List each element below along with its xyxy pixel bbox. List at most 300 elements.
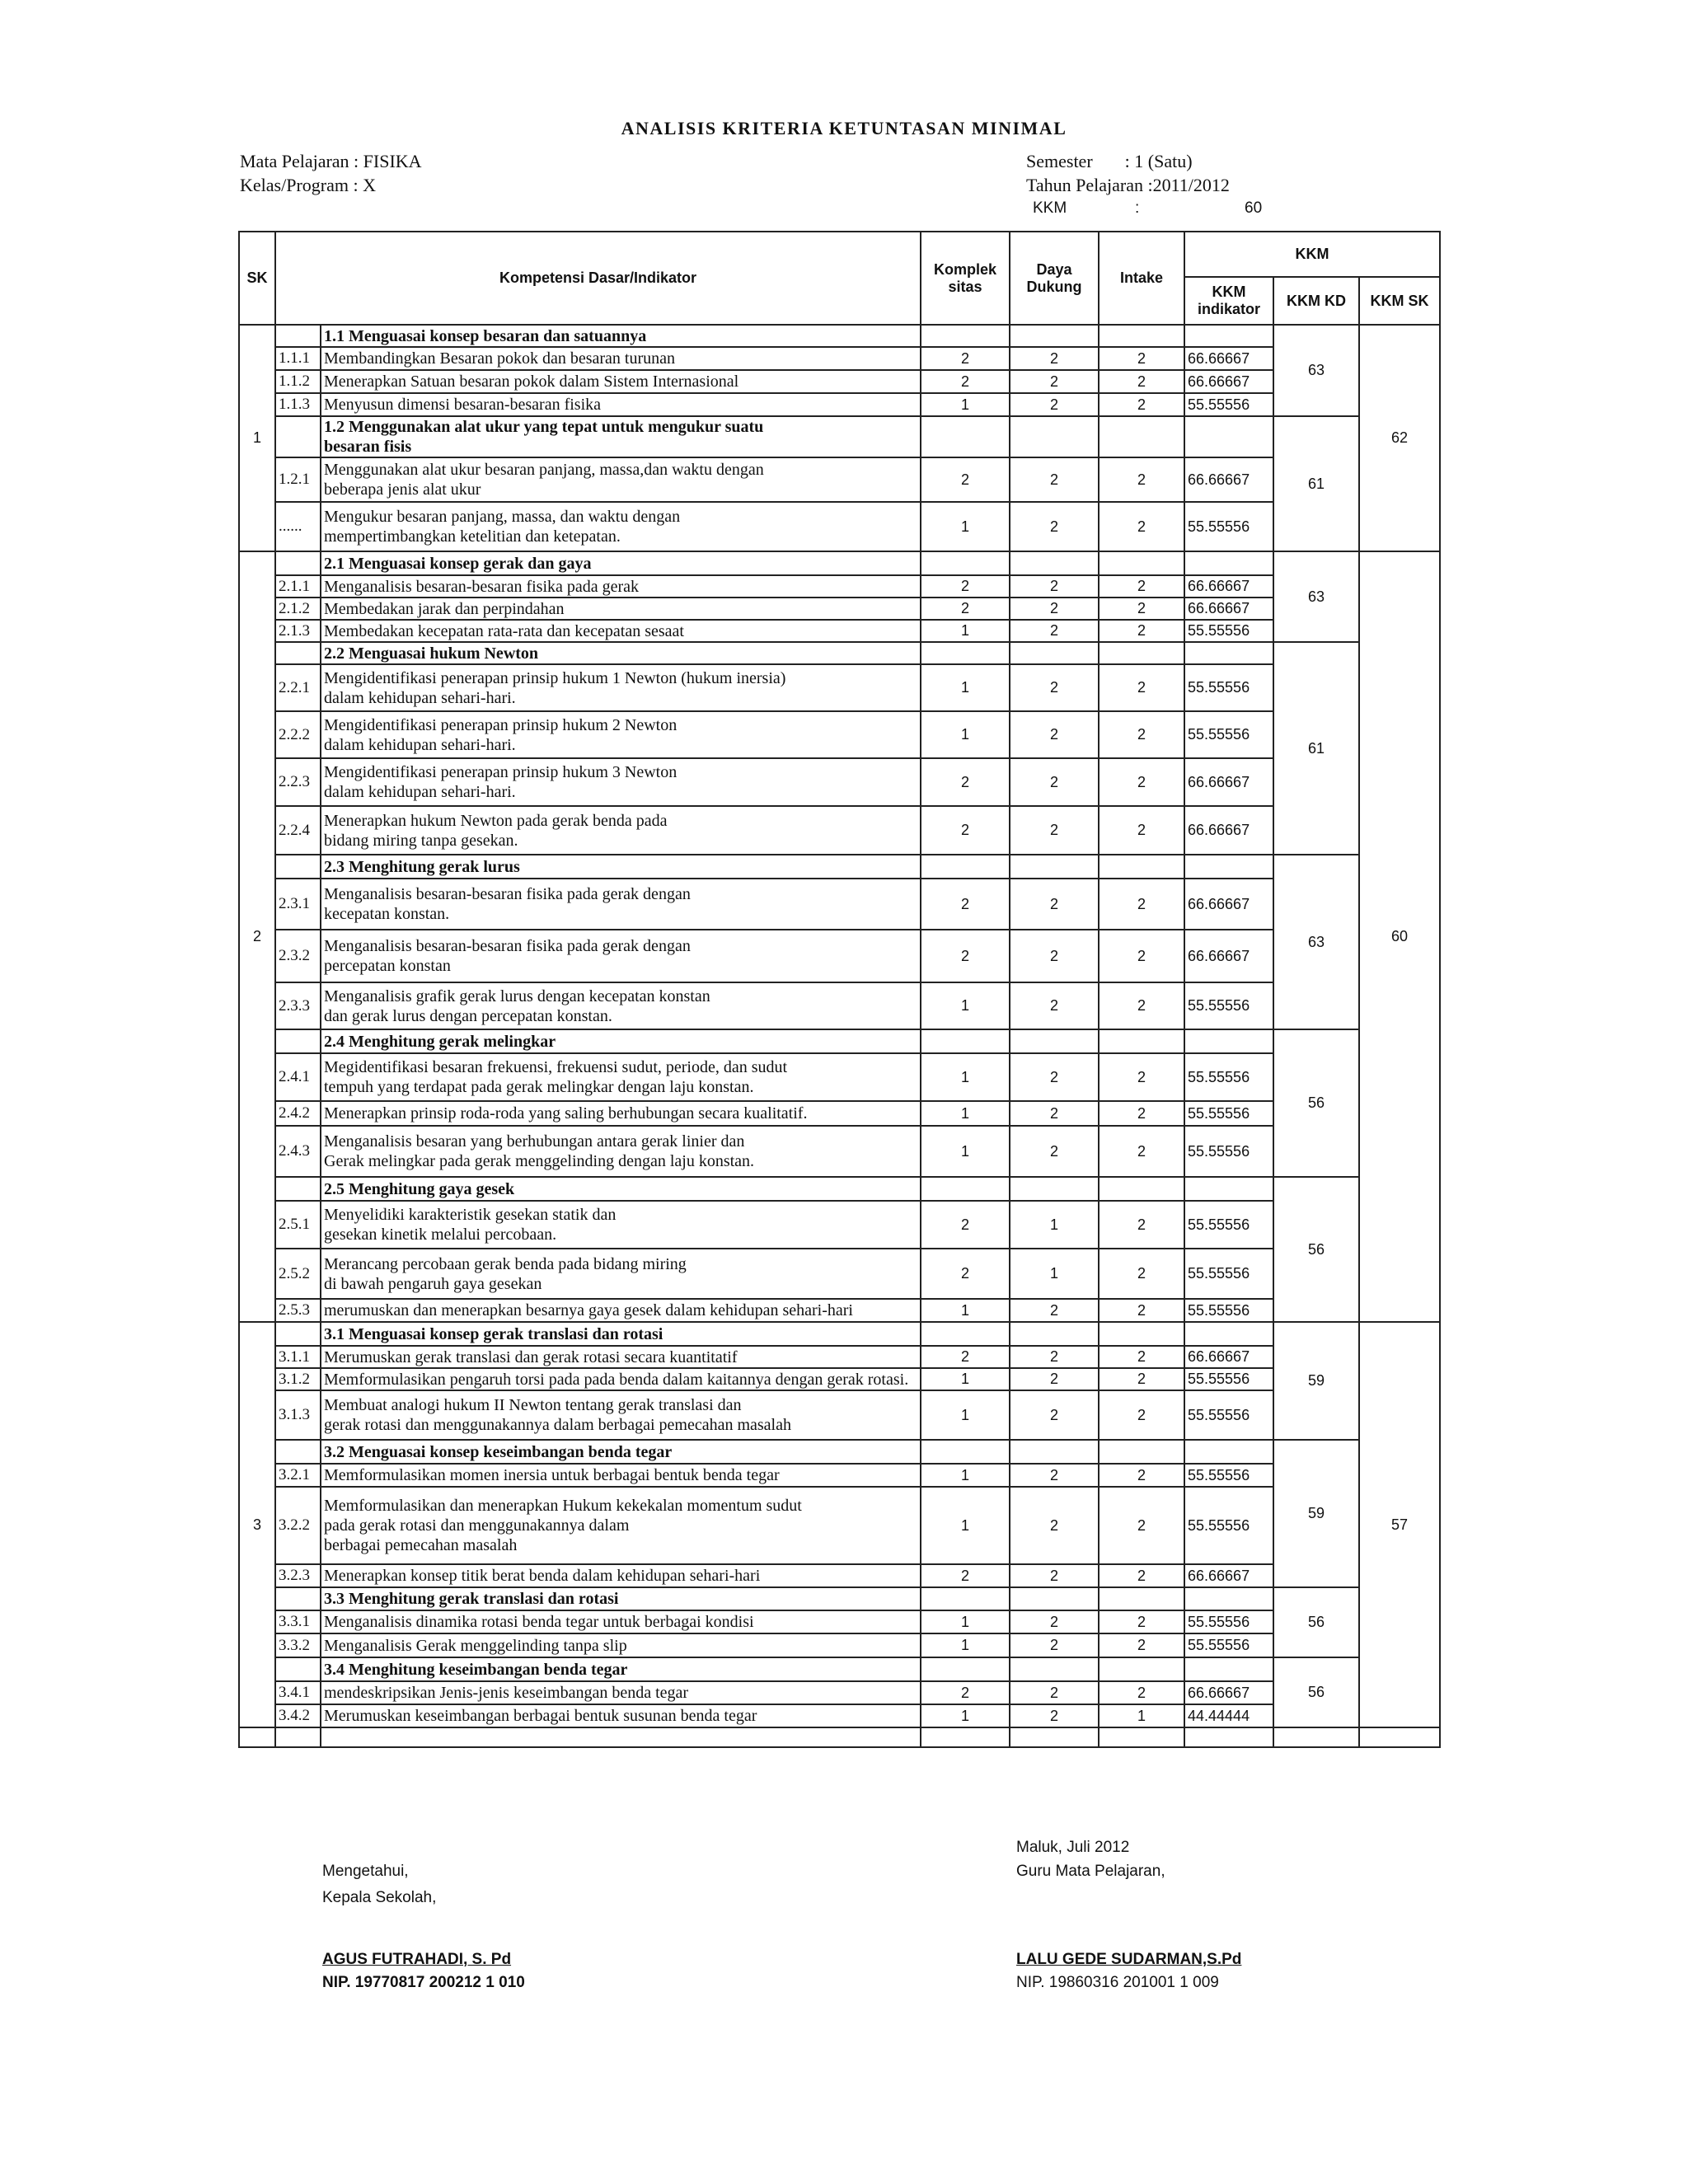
subheading-row (239, 1177, 1440, 1201)
kompleksitas-value: 1 (921, 1053, 1010, 1101)
text-line: Mengukur besaran panjang, massa, dan waktu dengan (324, 508, 681, 526)
kkm-indikator-value: 55.55556 (1184, 1053, 1273, 1101)
table-row (239, 393, 1440, 416)
table-row (239, 1346, 1440, 1368)
kompleksitas-value: 2 (921, 806, 1010, 855)
kkm-indikator-value: 66.66667 (1184, 758, 1273, 806)
indicator-number: ...... (275, 502, 321, 551)
subheading-row (239, 855, 1440, 879)
text-line: 2.1 Menguasai konsep gerak dan gaya (324, 554, 592, 573)
indicator-number: 2.5.2 (275, 1249, 321, 1299)
kompleksitas-value: 2 (921, 457, 1010, 502)
indicator-text (321, 1633, 921, 1657)
table-row (239, 598, 1440, 620)
intake-value (1099, 855, 1184, 879)
kkm-indikator-value: 44.44444 (1184, 1704, 1273, 1727)
table-row (239, 1681, 1440, 1704)
daya-dukung-value: 2 (1010, 806, 1099, 855)
kkm-indikator-value: 66.66667 (1184, 598, 1273, 620)
table-row (239, 879, 1440, 930)
indicator-text (321, 1201, 921, 1249)
kkm-indikator-value: 55.55556 (1184, 1610, 1273, 1633)
table-row (239, 347, 1440, 370)
text-line: Menerapkan prinsip roda-roda yang saling berhubungan secara kualitatif. (324, 1104, 808, 1122)
kompleksitas-value: 2 (921, 575, 1010, 598)
text-line: mempertimbangkan ketelitian dan ketepatan. (324, 527, 621, 546)
kkm-sk-value: 62 (1359, 325, 1440, 551)
semester-label: Semester (1026, 151, 1093, 171)
empty-cell (1184, 1727, 1273, 1747)
text-line: bidang miring tanpa gesekan. (324, 831, 518, 850)
text-line: besaran fisis (324, 438, 412, 456)
intake-value: 2 (1099, 711, 1184, 758)
intake-value: 2 (1099, 1390, 1184, 1440)
text-line: Merumuskan keseimbangan berbagai bentuk susunan benda tegar (324, 1707, 757, 1725)
header-kompetensi: Kompetensi Dasar/Indikator (275, 232, 921, 325)
indicator-text (321, 1053, 921, 1101)
kd-heading (321, 1177, 921, 1201)
table-row (239, 1368, 1440, 1390)
intake-value: 2 (1099, 370, 1184, 393)
intake-value: 2 (1099, 393, 1184, 416)
daya-dukung-value: 2 (1010, 664, 1099, 711)
indicator-text (321, 393, 921, 416)
indicator-number: 2.1.2 (275, 598, 321, 620)
intake-value: 2 (1099, 1487, 1184, 1564)
header-kkm-kd: KKM KD (1273, 277, 1359, 325)
kompleksitas-value (921, 1657, 1010, 1681)
kompleksitas-value: 2 (921, 758, 1010, 806)
kd-heading (321, 1657, 921, 1681)
intake-value: 2 (1099, 1299, 1184, 1322)
kkm-kd-value: 61 (1273, 642, 1359, 855)
daya-dukung-value (1010, 1029, 1099, 1053)
indicator-text (321, 347, 921, 370)
indicator-number: 3.3.1 (275, 1610, 321, 1633)
kkm-table (238, 231, 1441, 1748)
table-row (239, 1633, 1440, 1657)
intake-value: 1 (1099, 1704, 1184, 1727)
kompleksitas-value: 1 (921, 1704, 1010, 1727)
text-line: 2.3 Menghitung gerak lurus (324, 857, 520, 876)
intake-value: 2 (1099, 1249, 1184, 1299)
header-kompleksitas: Komplek sitas (921, 232, 1010, 325)
daya-dukung-value (1010, 551, 1099, 575)
kompleksitas-value: 1 (921, 393, 1010, 416)
text-line: Memformulasikan pengaruh torsi pada pada benda dalam kaitannya dengan gerak rotasi. (324, 1370, 909, 1389)
intake-value (1099, 1440, 1184, 1464)
kompleksitas-value (921, 1322, 1010, 1346)
text-line: Merumuskan gerak translasi dan gerak rotasi secara kuantitatif (324, 1347, 738, 1366)
intake-value: 2 (1099, 457, 1184, 502)
kompleksitas-value: 1 (921, 1390, 1010, 1440)
kd-heading (321, 642, 921, 664)
indicator-number: 3.2.2 (275, 1487, 321, 1564)
daya-dukung-value: 2 (1010, 1390, 1099, 1440)
kkm-value: 60 (1245, 199, 1263, 217)
kompleksitas-value (921, 325, 1010, 347)
kd-heading (321, 1440, 921, 1464)
indicator-number (275, 642, 321, 664)
indicator-text (321, 806, 921, 855)
text-line: kecepatan konstan. (324, 905, 450, 923)
indicator-text (321, 502, 921, 551)
indicator-number: 1.1.2 (275, 370, 321, 393)
empty-cell (239, 1727, 275, 1747)
indicator-text (321, 1564, 921, 1587)
indicator-number: 2.2.2 (275, 711, 321, 758)
text-line: Menganalisis besaran-besaran fisika pada gerak dengan (324, 885, 691, 903)
kkm-kd-value: 56 (1273, 1029, 1359, 1177)
text-line: merumuskan dan menerapkan besarnya gaya gesek dalam kehidupan sehari-hari (324, 1301, 853, 1319)
kompleksitas-value: 1 (921, 1487, 1010, 1564)
kompleksitas-value: 2 (921, 930, 1010, 982)
kompleksitas-value: 1 (921, 711, 1010, 758)
intake-value (1099, 1587, 1184, 1610)
place-date: Maluk, Juli 2012 (1016, 1839, 1130, 1856)
table-row (239, 457, 1440, 502)
daya-dukung-value: 2 (1010, 930, 1099, 982)
daya-dukung-value (1010, 1177, 1099, 1201)
kompleksitas-value: 1 (921, 620, 1010, 642)
kkm-indikator-value (1184, 1029, 1273, 1053)
text-line: Membandingkan Besaran pokok dan besaran turunan (324, 349, 675, 368)
subheading-row (239, 1322, 1440, 1346)
text-line: 1.1 Menguasai konsep besaran dan satuannya (324, 326, 647, 345)
text-line: 2.2 Menguasai hukum Newton (324, 644, 539, 663)
kkm-indikator-value: 55.55556 (1184, 664, 1273, 711)
indicator-number: 2.5.1 (275, 1201, 321, 1249)
intake-value: 2 (1099, 1368, 1184, 1390)
text-line: Membedakan kecepatan rata-rata dan kecepatan sesaat (324, 621, 684, 640)
mata-pelajaran: Mata Pelajaran : FISIKA (240, 151, 422, 171)
indicator-number: 2.2.4 (275, 806, 321, 855)
kkm-indikator-value: 55.55556 (1184, 1126, 1273, 1177)
kkm-indikator-value (1184, 855, 1273, 879)
table-row (239, 1487, 1440, 1564)
indicator-number: 3.2.1 (275, 1464, 321, 1487)
daya-dukung-value: 2 (1010, 1487, 1099, 1564)
indicator-number: 2.4.3 (275, 1126, 321, 1177)
indicator-number: 2.1.1 (275, 575, 321, 598)
kkm-indikator-value (1184, 1177, 1273, 1201)
daya-dukung-value: 2 (1010, 457, 1099, 502)
text-line: 1.2 Menggunakan alat ukur yang tepat untuk mengukur suatu (324, 418, 764, 436)
kkm-kd-value: 59 (1273, 1440, 1359, 1587)
kkm-sk-value: 60 (1359, 551, 1440, 1322)
subheading-row (239, 416, 1440, 457)
kkm-indikator-value: 66.66667 (1184, 879, 1273, 930)
daya-dukung-value (1010, 1657, 1099, 1681)
indicator-text (321, 879, 921, 930)
header-daya-dukung: Daya Dukung (1010, 232, 1099, 325)
kd-heading (321, 1029, 921, 1053)
intake-value: 2 (1099, 1633, 1184, 1657)
empty-cell (321, 1727, 921, 1747)
indicator-number (275, 325, 321, 347)
kkm-kd-value: 61 (1273, 416, 1359, 551)
sk-number: 2 (239, 551, 275, 1322)
text-line: gesekan kinetik melalui percobaan. (324, 1226, 557, 1244)
indicator-text (321, 1299, 921, 1322)
daya-dukung-value: 2 (1010, 620, 1099, 642)
kkm-indikator-value: 66.66667 (1184, 1346, 1273, 1368)
kompleksitas-value: 1 (921, 1633, 1010, 1657)
daya-dukung-value: 2 (1010, 1346, 1099, 1368)
text-line: Mengidentifikasi penerapan prinsip hukum 3 Newton (324, 763, 678, 781)
text-line: mendeskripsikan Jenis-jenis keseimbangan benda tegar (324, 1684, 689, 1702)
kkm-indikator-value: 55.55556 (1184, 982, 1273, 1029)
text-line: Menganalisis grafik gerak lurus dengan kecepatan konstan (324, 987, 710, 1005)
text-line: 3.3 Menghitung gerak translasi dan rotasi (324, 1590, 619, 1608)
indicator-text (321, 1390, 921, 1440)
kompleksitas-value: 1 (921, 982, 1010, 1029)
text-line: beberapa jenis alat ukur (324, 480, 481, 499)
intake-value: 2 (1099, 1564, 1184, 1587)
table-row (239, 1053, 1440, 1101)
empty-cell (275, 1727, 321, 1747)
document-title: ANALISIS KRITERIA KETUNTASAN MINIMAL (621, 118, 1067, 138)
indicator-number (275, 1177, 321, 1201)
daya-dukung-value (1010, 1587, 1099, 1610)
daya-dukung-value (1010, 1440, 1099, 1464)
kkm-indikator-value: 66.66667 (1184, 575, 1273, 598)
daya-dukung-value (1010, 416, 1099, 457)
text-line: 2.5 Menghitung gaya gesek (324, 1179, 515, 1198)
indicator-number (275, 1322, 321, 1346)
indicator-text (321, 457, 921, 502)
indicator-number (275, 1587, 321, 1610)
text-line: Menyelidiki karakteristik gesekan statik dan (324, 1206, 617, 1224)
intake-value: 2 (1099, 620, 1184, 642)
text-line: dalam kehidupan sehari-hari. (324, 735, 516, 754)
tahun-pelajaran: Tahun Pelajaran :2011/2012 (1026, 175, 1230, 195)
indicator-number: 3.2.3 (275, 1564, 321, 1587)
daya-dukung-value: 2 (1010, 598, 1099, 620)
intake-value: 2 (1099, 502, 1184, 551)
table-row (239, 1610, 1440, 1633)
kepala-nip: NIP. 19770817 200212 1 010 (322, 1974, 525, 1991)
kkm-indikator-value (1184, 416, 1273, 457)
kkm-indikator-value: 55.55556 (1184, 620, 1273, 642)
subheading-row (239, 1587, 1440, 1610)
kkm-indikator-value: 66.66667 (1184, 1564, 1273, 1587)
kkm-indikator-value (1184, 1440, 1273, 1464)
intake-value: 2 (1099, 1681, 1184, 1704)
indicator-number (275, 1657, 321, 1681)
daya-dukung-value (1010, 642, 1099, 664)
daya-dukung-value: 2 (1010, 1610, 1099, 1633)
table-row (239, 1201, 1440, 1249)
kkm-indikator-value: 55.55556 (1184, 711, 1273, 758)
indicator-text (321, 1346, 921, 1368)
indicator-text (321, 370, 921, 393)
daya-dukung-value: 2 (1010, 1704, 1099, 1727)
kompleksitas-value (921, 642, 1010, 664)
empty-cell (1273, 1727, 1359, 1747)
text-line: gerak rotasi dan menggunakannya dalam berbagai pemecahan masalah (324, 1416, 791, 1434)
semester-value: : 1 (Satu) (1124, 151, 1193, 171)
guru-nip: NIP. 19860316 201001 1 009 (1016, 1974, 1219, 1991)
daya-dukung-value: 2 (1010, 347, 1099, 370)
kompleksitas-value (921, 1587, 1010, 1610)
daya-dukung-value: 2 (1010, 502, 1099, 551)
table-row (239, 502, 1440, 551)
text-line: Menerapkan Satuan besaran pokok dalam Sistem Internasional (324, 373, 739, 391)
intake-value (1099, 551, 1184, 575)
subheading-row (239, 1440, 1440, 1464)
kkm-indikator-value: 66.66667 (1184, 1681, 1273, 1704)
daya-dukung-value: 2 (1010, 1368, 1099, 1390)
subheading-row (239, 325, 1440, 347)
indicator-number: 2.2.3 (275, 758, 321, 806)
table-row (239, 711, 1440, 758)
kkm-kd-value: 63 (1273, 325, 1359, 416)
indicator-number (275, 416, 321, 457)
indicator-number: 2.3.2 (275, 930, 321, 982)
indicator-number: 3.1.3 (275, 1390, 321, 1440)
indicator-number: 2.2.1 (275, 664, 321, 711)
kepala-title: Kepala Sekolah, (322, 1889, 437, 1906)
table-row (239, 1704, 1440, 1727)
intake-value: 2 (1099, 664, 1184, 711)
indicator-text (321, 575, 921, 598)
kkm-indikator-value: 55.55556 (1184, 1390, 1273, 1440)
sk-number: 3 (239, 1322, 275, 1727)
text-line: Memformulasikan dan menerapkan Hukum kekekalan momentum sudut (324, 1497, 802, 1515)
text-line: Menyusun dimensi besaran-besaran fisika (324, 396, 602, 414)
text-line: 3.1 Menguasai konsep gerak translasi dan rotasi (324, 1324, 663, 1343)
kkm-kd-value: 59 (1273, 1322, 1359, 1440)
indicator-number: 2.3.1 (275, 879, 321, 930)
table-row (239, 806, 1440, 855)
text-line: Menggunakan alat ukur besaran panjang, massa,dan waktu dengan (324, 461, 764, 479)
daya-dukung-value: 2 (1010, 1681, 1099, 1704)
text-line: Gerak melingkar pada gerak menggelinding dengan laju konstan. (324, 1152, 755, 1170)
text-line: Menerapkan konsep titik berat benda dalam kehidupan sehari-hari (324, 1567, 761, 1585)
kompleksitas-value (921, 855, 1010, 879)
text-line: Megidentifikasi besaran frekuensi, frekuensi sudut, periode, dan sudut (324, 1058, 788, 1076)
kkm-indikator-value: 55.55556 (1184, 502, 1273, 551)
table-row (239, 1464, 1440, 1487)
text-line: 3.4 Menghitung keseimbangan benda tegar (324, 1660, 628, 1679)
text-line: 3.2 Menguasai konsep keseimbangan benda tegar (324, 1442, 673, 1461)
kompleksitas-value: 1 (921, 664, 1010, 711)
daya-dukung-value: 2 (1010, 1564, 1099, 1587)
indicator-text (321, 711, 921, 758)
intake-value: 2 (1099, 1464, 1184, 1487)
indicator-number: 1.2.1 (275, 457, 321, 502)
text-line: Menganalisis dinamika rotasi benda tegar untuk berbagai kondisi (324, 1613, 754, 1631)
kompleksitas-value: 1 (921, 1101, 1010, 1126)
empty-row (239, 1727, 1440, 1747)
intake-value (1099, 1657, 1184, 1681)
daya-dukung-value: 2 (1010, 1299, 1099, 1322)
kompleksitas-value: 1 (921, 1299, 1010, 1322)
indicator-number: 3.4.2 (275, 1704, 321, 1727)
kompleksitas-value: 1 (921, 502, 1010, 551)
kd-heading (321, 325, 921, 347)
kkm-separator: : (1135, 199, 1140, 217)
indicator-number: 1.1.1 (275, 347, 321, 370)
daya-dukung-value: 2 (1010, 879, 1099, 930)
kompleksitas-value: 2 (921, 1564, 1010, 1587)
kompleksitas-value (921, 1029, 1010, 1053)
daya-dukung-value: 2 (1010, 1053, 1099, 1101)
indicator-text (321, 664, 921, 711)
table-row (239, 1299, 1440, 1322)
text-line: percepatan konstan (324, 957, 451, 975)
table-row (239, 930, 1440, 982)
kelas-program: Kelas/Program : X (240, 175, 376, 195)
intake-value: 2 (1099, 1610, 1184, 1633)
header-sk: SK (239, 232, 275, 325)
semester-line (1026, 151, 1193, 172)
kkm-sk-value: 57 (1359, 1322, 1440, 1727)
intake-value: 2 (1099, 758, 1184, 806)
daya-dukung-value: 2 (1010, 1633, 1099, 1657)
kompleksitas-value: 2 (921, 879, 1010, 930)
table-row (239, 1101, 1440, 1126)
kkm-indikator-value: 55.55556 (1184, 1487, 1273, 1564)
kkm-indikator-value: 66.66667 (1184, 347, 1273, 370)
indicator-number: 2.5.3 (275, 1299, 321, 1322)
table-row (239, 982, 1440, 1029)
intake-value: 2 (1099, 806, 1184, 855)
empty-cell (1010, 1727, 1099, 1747)
daya-dukung-value: 2 (1010, 1101, 1099, 1126)
daya-dukung-value: 2 (1010, 982, 1099, 1029)
indicator-number: 3.1.2 (275, 1368, 321, 1390)
header-kkm-sk: KKM SK (1359, 277, 1440, 325)
intake-value: 2 (1099, 982, 1184, 1029)
table-row (239, 620, 1440, 642)
kkm-indikator-value: 66.66667 (1184, 930, 1273, 982)
text-line: Membedakan jarak dan perpindahan (324, 599, 565, 618)
indicator-text (321, 1681, 921, 1704)
kkm-indikator-value (1184, 642, 1273, 664)
table-row (239, 370, 1440, 393)
kompleksitas-value: 2 (921, 598, 1010, 620)
kompleksitas-value: 1 (921, 1368, 1010, 1390)
kkm-kd-value: 56 (1273, 1657, 1359, 1727)
indicator-number: 2.3.3 (275, 982, 321, 1029)
text-line: tempuh yang terdapat pada gerak melingkar dengan laju konstan. (324, 1078, 754, 1096)
header-kkm-indikator: KKM indikator (1184, 277, 1273, 325)
kompleksitas-value: 1 (921, 1464, 1010, 1487)
table-row (239, 664, 1440, 711)
intake-value: 2 (1099, 1201, 1184, 1249)
kkm-kd-value: 63 (1273, 855, 1359, 1029)
kompleksitas-value: 1 (921, 1126, 1010, 1177)
intake-value (1099, 1177, 1184, 1201)
indicator-text (321, 1368, 921, 1390)
text-line: Menganalisis besaran-besaran fisika pada gerak (324, 577, 640, 596)
indicator-text (321, 1487, 921, 1564)
intake-value: 2 (1099, 1101, 1184, 1126)
intake-value: 2 (1099, 347, 1184, 370)
kkm-indikator-value: 55.55556 (1184, 1201, 1273, 1249)
empty-cell (921, 1727, 1010, 1747)
daya-dukung-value: 2 (1010, 575, 1099, 598)
intake-value: 2 (1099, 879, 1184, 930)
text-line: Membuat analogi hukum II Newton tentang gerak translasi dan (324, 1396, 742, 1414)
daya-dukung-value: 2 (1010, 1126, 1099, 1177)
text-line: Menerapkan hukum Newton pada gerak benda pada (324, 811, 668, 830)
table-row (239, 1564, 1440, 1587)
indicator-number: 1.1.3 (275, 393, 321, 416)
empty-cell (1099, 1727, 1184, 1747)
